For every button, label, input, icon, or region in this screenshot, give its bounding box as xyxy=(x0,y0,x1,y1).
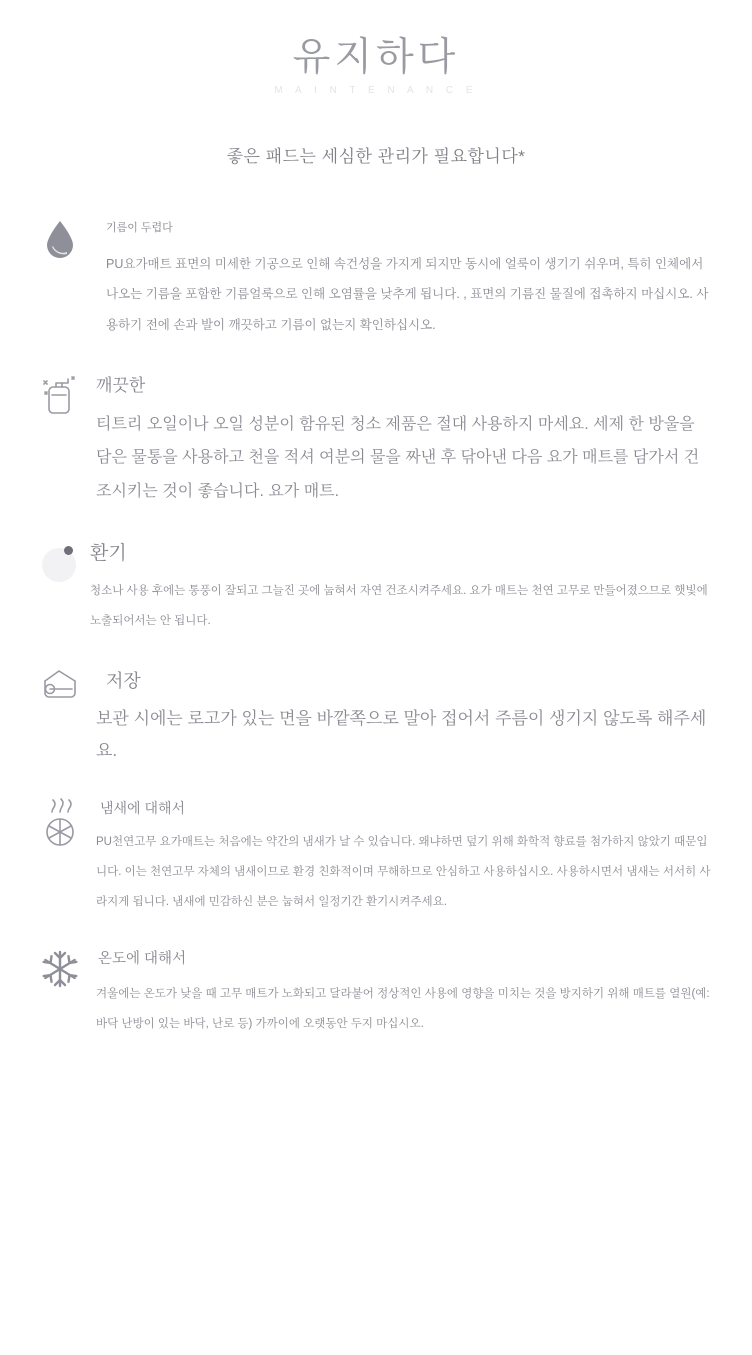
maintenance-sections xyxy=(0,219,752,1040)
section-clean xyxy=(0,371,752,509)
ventilation-icon xyxy=(34,538,86,590)
section-heading: 냄새에 대해서 xyxy=(100,799,186,816)
section-body: PU요가매트 표면의 미세한 기공으로 인해 속건성을 가지게 되지만 동시에 얼룩이 생기기 쉬우며, 특히 인체에서 나오는 기름을 포함한 기름얼룩으로 인해 오염률을 낮추게 됩니다. , 표면의 기름진 물질에 접촉하지 마십시오. 사용하기 전에 손과 발이 깨끗하고 기름이 없는지 확인하십시오. xyxy=(106,256,709,332)
page-header xyxy=(0,0,752,167)
rolled-mat-icon xyxy=(34,667,86,719)
section-heading: 깨끗한 xyxy=(96,375,146,395)
section-ventilation xyxy=(0,538,752,637)
oil-drop-icon xyxy=(34,219,86,271)
page-subtitle-latin: M A I N T E N A N C E xyxy=(274,84,478,96)
section-temperature xyxy=(0,947,752,1040)
section-body: 보관 시에는 로고가 있는 면을 바깥쪽으로 말아 접어서 주름이 생기지 않도록 해주세요. xyxy=(96,709,707,761)
section-body: 겨울에는 온도가 낮을 때 고무 매트가 노화되고 달라붙어 정상적인 사용에 영향을 미치는 것을 방지하기 위해 매트를 열원(예: 바닥 난방이 있는 바닥, 난로 등) 가까이에 오랫동안 두지 마십시오. xyxy=(96,988,710,1031)
page-tagline: 좋은 패드는 세심한 관리가 필요합니다* xyxy=(226,146,526,166)
section-heading: 기름이 두렵다 xyxy=(106,221,173,234)
section-body: PU천연고무 요가매트는 처음에는 약간의 냄새가 날 수 있습니다. 왜냐하면 덮기 위해 화학적 향료를 첨가하지 않았기 때문입니다. 이는 천연고무 자체의 냄새이므로 환경 친화적이며 무해하므로 안심하고 사용하십시오. 사용하시면서 냄새는 서서히 사라지게 됩니다. 냄새에 민감하신 분은 눕혀서 일정기간 환기시켜주세요. xyxy=(96,835,711,908)
section-storage xyxy=(0,667,752,768)
section-oil xyxy=(0,219,752,341)
section-odor xyxy=(0,798,752,918)
soap-dispenser-icon xyxy=(34,371,86,423)
odor-icon xyxy=(34,798,86,850)
section-body: 청소나 사용 후에는 통풍이 잘되고 그늘진 곳에 눕혀서 자연 건조시켜주세요. 요가 매트는 천연 고무로 만들어졌으므로 햇빛에 노출되어서는 안 됩니다. xyxy=(90,585,708,628)
section-heading: 온도에 대해서 xyxy=(98,951,187,968)
snowflake-icon xyxy=(34,947,86,999)
section-heading: 저장 xyxy=(106,671,141,692)
page-title: 유지하다 xyxy=(292,36,460,79)
section-heading: 환기 xyxy=(90,543,127,565)
section-body: 티트리 오일이나 오일 성분이 함유된 청소 제품은 절대 사용하지 마세요. 세제 한 방울을 담은 물통을 사용하고 천을 적셔 여분의 물을 짜낸 후 닦아낸 다음 요가 매트를 담가서 건조시키는 것이 좋습니다. 요가 매트. xyxy=(96,415,700,500)
